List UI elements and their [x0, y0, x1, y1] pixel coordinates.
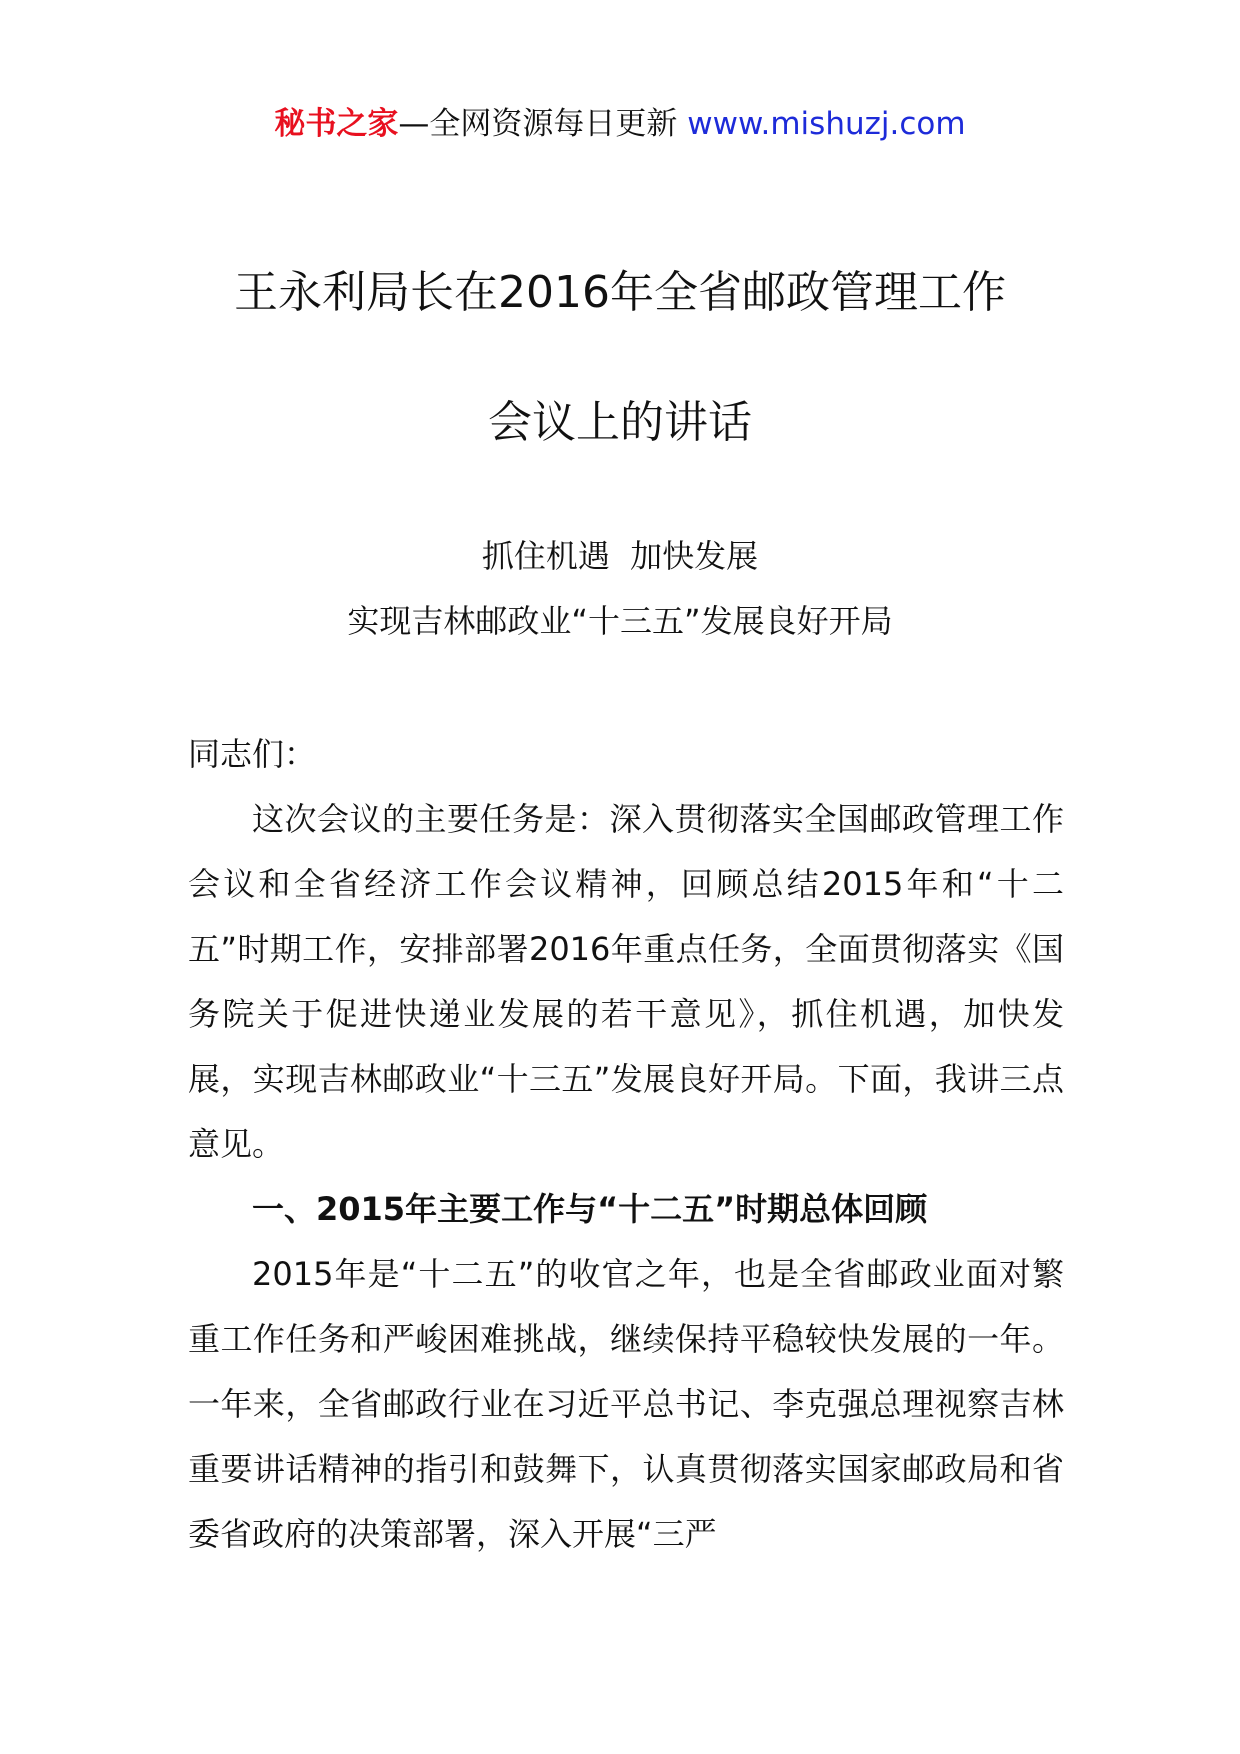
document-subtitle-line-1: 抓住机遇 加快发展 [481, 537, 759, 575]
document-title-line-2: 会议上的讲话 [488, 397, 752, 448]
header-tagline: —全网资源每日更新 [398, 106, 688, 142]
site-header [0, 104, 1240, 144]
section-heading-1: 一、2015年主要工作与“十二五”时期总体回顾 [252, 1190, 928, 1228]
salutation: 同志们： [188, 735, 317, 773]
body-paragraph-2: 2015年是“十二五”的收官之年，也是全省邮政业面对繁重工作任务和严峻困难挑战，继续保持平稳较快发展的一年。一年来，全省邮政行业在习近平总书记、李克强总理视察吉林重要讲话精神的指引和鼓舞下，认真贯彻落实国家邮政局和省委省政府的决策部署，深入开展“三严 [188, 1255, 1064, 1553]
document-subtitle-line-2: 实现吉林邮政业“十三五”发展良好开局 [347, 602, 893, 640]
brand-name: 秘书之家 [274, 106, 399, 142]
document-title-line-1: 王永利局长在2016年全省邮政管理工作 [234, 267, 1006, 318]
site-url-link[interactable]: www.mishuzj.com [687, 106, 966, 142]
body-paragraph-1: 这次会议的主要任务是：深入贯彻落实全国邮政管理工作会议和全省经济工作会议精神，回顾总结2015年和“十二五”时期工作，安排部署2016年重点任务，全面贯彻落实《国务院关于促进快递业发展的若干意见》，抓住机遇，加快发展，实现吉林邮政业“十三五”发展良好开局。下面，我讲三点意见。 [188, 800, 1064, 1163]
